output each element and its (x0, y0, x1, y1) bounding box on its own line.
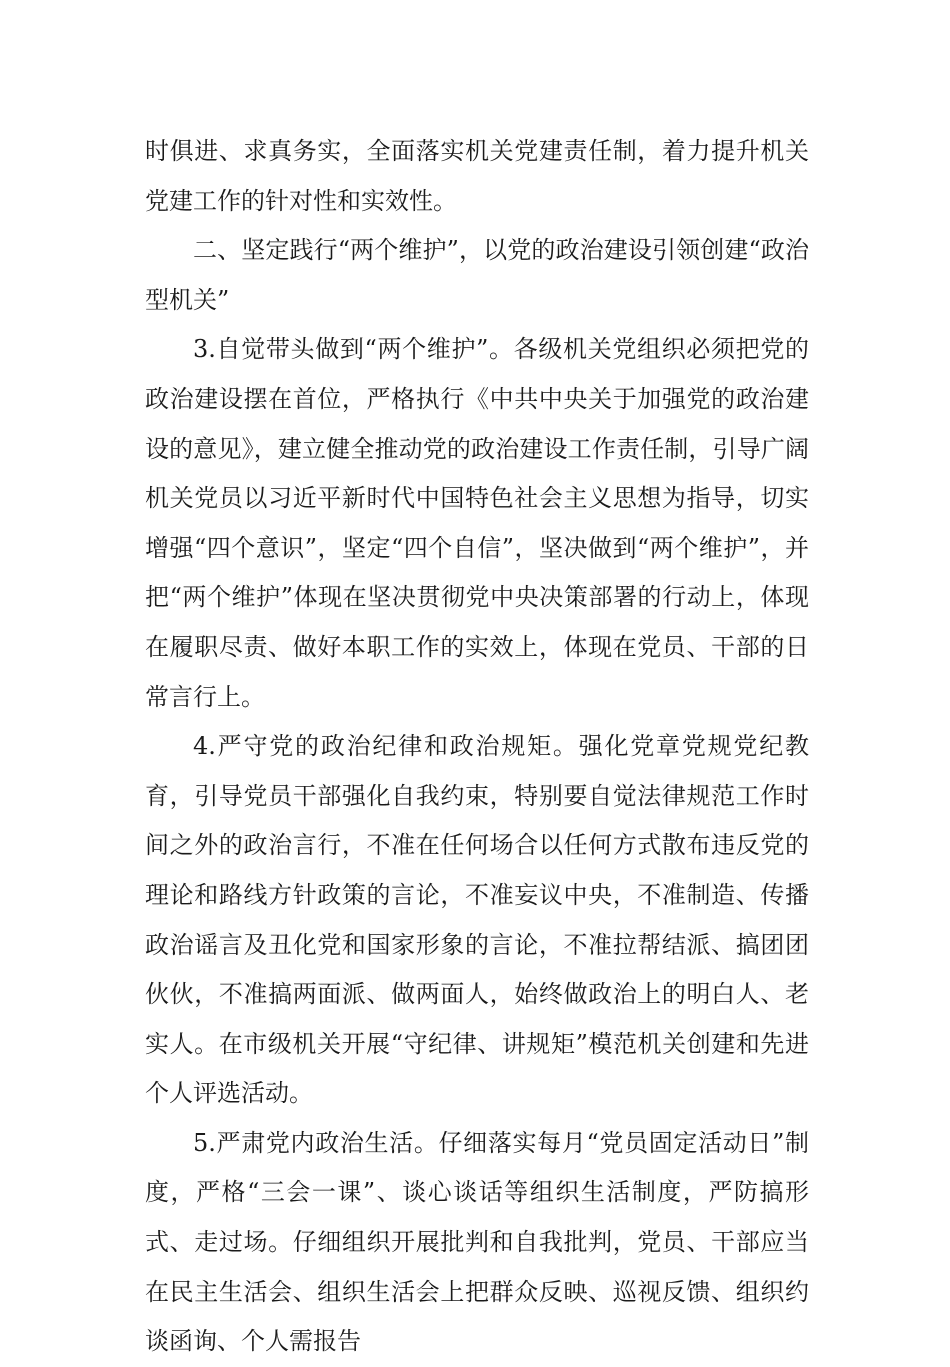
paragraph-item-5: 5.严肃党内政治生活。仔细落实每月“党员固定活动日”制度，严格“三会一课”、谈心谈话等组织生活制度，严防搞形式、走过场。仔细组织开展批判和自我批判，党员、干部应当在民主生活会、组织生活会上把群众反映、巡视反馈、组织约谈函询、个人需报告 (145, 1128, 809, 1356)
section-heading-two: 二、坚定践行“两个维护”，以党的政治建设引领创建“政治型机关” (145, 236, 809, 314)
paragraph-item-3: 3.自觉带头做到“两个维护”。各级机关党组织必须把党的政治建设摆在首位，严格执行《中共中央关于加强党的政治建设的意见》，建立健全推动党的政治建设工作责任制，引导广阔机关党员以习近平新时代中国特色社会主义思想为指导，切实增强“四个意识”，坚定“四个自信”，坚决做到“两个维护”，并把“两个维护”体现在坚决贯彻党中央决策部署的行动上，体现在履职尽责、做好本职工作的实效上，体现在党员、干部的日常言行上。 (145, 335, 809, 711)
document-body (145, 127, 809, 1367)
paragraph-continuation: 时俱进、求真务实，全面落实机关党建责任制，着力提升机关党建工作的针对性和实效性。 (145, 137, 809, 215)
paragraph-item-4: 4.严守党的政治纪律和政治规矩。强化党章党规党纪教育，引导党员干部强化自我约束，特别要自觉法律规范工作时间之外的政治言行，不准在任何场合以任何方式散布违反党的理论和路线方针政策的言论，不准妄议中央，不准制造、传播政治谣言及丑化党和国家形象的言论，不准拉帮结派、搞团团伙伙，不准搞两面派、做两面人，始终做政治上的明白人、老实人。在市级机关开展“守纪律、讲规矩”模范机关创建和先进个人评选活动。 (145, 732, 809, 1108)
